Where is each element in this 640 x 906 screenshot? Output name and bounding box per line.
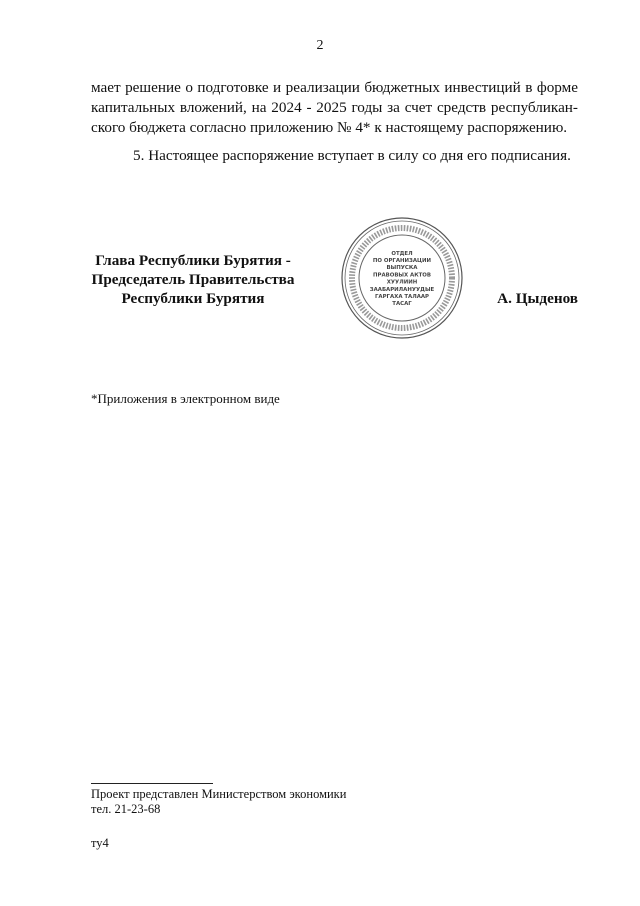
seal-text-line: ПО ОРГАНИЗАЦИИ [372,258,432,264]
paragraph-line: капитальных вложений, на 2024 - 2025 годы за счет средств республикан- [91,99,578,116]
seal-graphic [340,216,464,340]
item-5-paragraph: 5. Настоящее распоряжение вступает в силу со дня его подписания. [133,147,571,164]
official-seal [340,216,464,340]
signatory-title-line: Республики Бурятия [121,290,265,307]
seal-text-line: ОТДЕЛ [391,250,413,257]
paragraph-line: мает решение о подготовке и реализации бюджетных инвестиций в форме [91,79,578,96]
seal-text-line: ТАСАГ [392,301,412,308]
signatory-title-line: Глава Республики Бурятия - [95,252,291,269]
document-code: ту4 [91,836,109,850]
seal-text-line: ГАРГАХА ТАЛААР [375,294,429,300]
signatory-name: А. Цыденов [497,290,578,307]
seal-text-line: ЗААБАРИЛАНУУДЫЕ [369,286,435,293]
signatory-title-line: Председатель Правительства [91,271,295,288]
page-number: 2 [316,38,324,53]
seal-text-line: ПРАВОВЫХ АКТОВ [373,272,431,279]
footnote-divider [91,783,213,784]
paragraph-line: ского бюджета согласно приложению № 4* к настоящему распоряжению. [91,119,568,136]
footnote [91,787,346,817]
continuation-paragraph [91,78,578,138]
seal-text-line: ХУУЛИИН [386,279,418,286]
seal-text-line: ВЫПУСКА [386,265,418,272]
footnote-line: Проект представлен Министерством экономики [91,787,347,801]
footnote-line: тел. 21-23-68 [91,802,161,816]
attachment-note: *Приложения в электронном виде [91,391,280,406]
signatory-title [88,251,298,308]
